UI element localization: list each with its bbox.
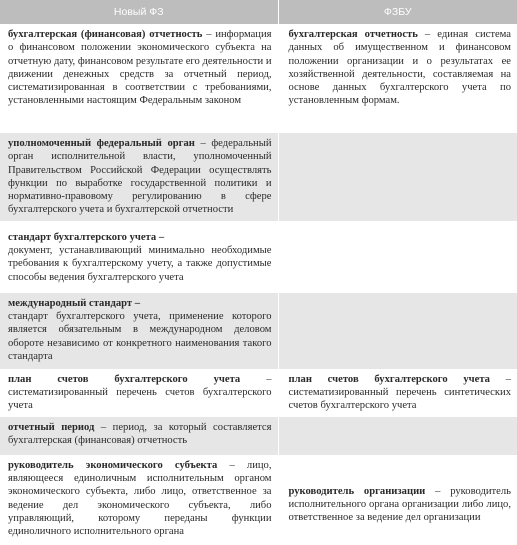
definition: единая система данных об имущественном и финансовом положении организации и о результатах ее хозяйственной деятельности, составляемая на основе данных бухгалтерского учета по установленным формам. [288,29,511,107]
cell-new-law [0,293,278,369]
definition: лицо, являющееся единоличным исполнительным органом экономического субъекта, либо лицо, ответственное за ведение дел экономического субъекта, либо управляющий, которому переданы функции единоличного исполнительного органа [8,459,272,538]
definition: систематизированный перечень счетов бухгалтерского учета [8,387,272,412]
term: руководитель экономического субъекта [8,459,218,471]
definition: стандарт бухгалтерского учета, применение которого является обязательным в международном деловом обороте независимо от конкретного наименования такого стандарта [8,311,272,362]
cell-fzbu [278,293,517,369]
cell-new-law [0,369,278,417]
table-row [0,369,517,417]
table-row [0,221,517,293]
cell-new-law [0,417,278,455]
term: руководитель организации [288,485,426,497]
term: план счетов бухгалтерского учета [8,373,241,385]
table-row [0,133,517,221]
dash-separator: – [424,29,438,40]
column-header-new-law: Новый ФЗ [0,0,278,24]
definition: период, за который составляется бухгалтерская (финансовая) отчетность [8,421,272,446]
dash-separator: – [229,459,247,471]
cell-fzbu [278,417,517,455]
cell-fzbu [278,369,517,417]
table-header-row [0,0,517,24]
term: план счетов бухгалтерского учета [288,373,490,385]
table-row [0,24,517,133]
definition: информация о финансовом положении экономического субъекта на отчетную дату, финансовом результате его деятельности и движении денежных средств за отчетный период, систематизированная в соответствии с требованиями, установленными настоящим Федеральным законом [8,29,272,107]
cell-new-law [0,24,278,133]
term: стандарт бухгалтерского учета – [8,231,165,243]
cell-fzbu [278,221,517,293]
dash-separator: – [266,373,272,385]
table-row [0,293,517,369]
table-row [0,417,517,455]
definition: руководитель исполнительного органа организации либо лицо, ответственное за ведение дел организации [288,485,511,524]
dash-separator: – [435,485,451,497]
table-row [0,455,517,545]
definition: документ, устанавливающий минимально необходимые требования к бухгалтерскому учету, а также допустимые способы ведения бухгалтерского учета [8,245,272,283]
cell-new-law [0,133,278,221]
definition: федеральный орган исполнительной власти, уполномоченный Правительством Российской Федерации осуществлять функции по выработке государственной политики и нормативно-правовому регулированию в сфере бухгалтерского учета и бухгалтерской отчетности [8,138,272,216]
term: международный стандарт – [8,297,141,309]
cell-new-law [0,221,278,293]
column-header-fzbu: ФЗБУ [278,0,517,24]
term: бухгалтерская (финансовая) отчетность [8,29,203,40]
dash-separator: – [206,29,216,40]
dash-separator: – [505,373,511,385]
dash-separator: – [100,421,113,433]
cell-fzbu [278,24,517,133]
term: бухгалтерская отчетность [288,29,418,40]
cell-new-law [0,455,278,545]
term: уполномоченный федеральный орган [8,138,195,149]
cell-fzbu [278,133,517,221]
term: отчетный период [8,421,95,433]
dash-separator: – [200,138,212,149]
cell-fzbu [278,455,517,545]
definition: систематизированный перечень синтетических счетов бухгалтерского учета [288,387,511,412]
